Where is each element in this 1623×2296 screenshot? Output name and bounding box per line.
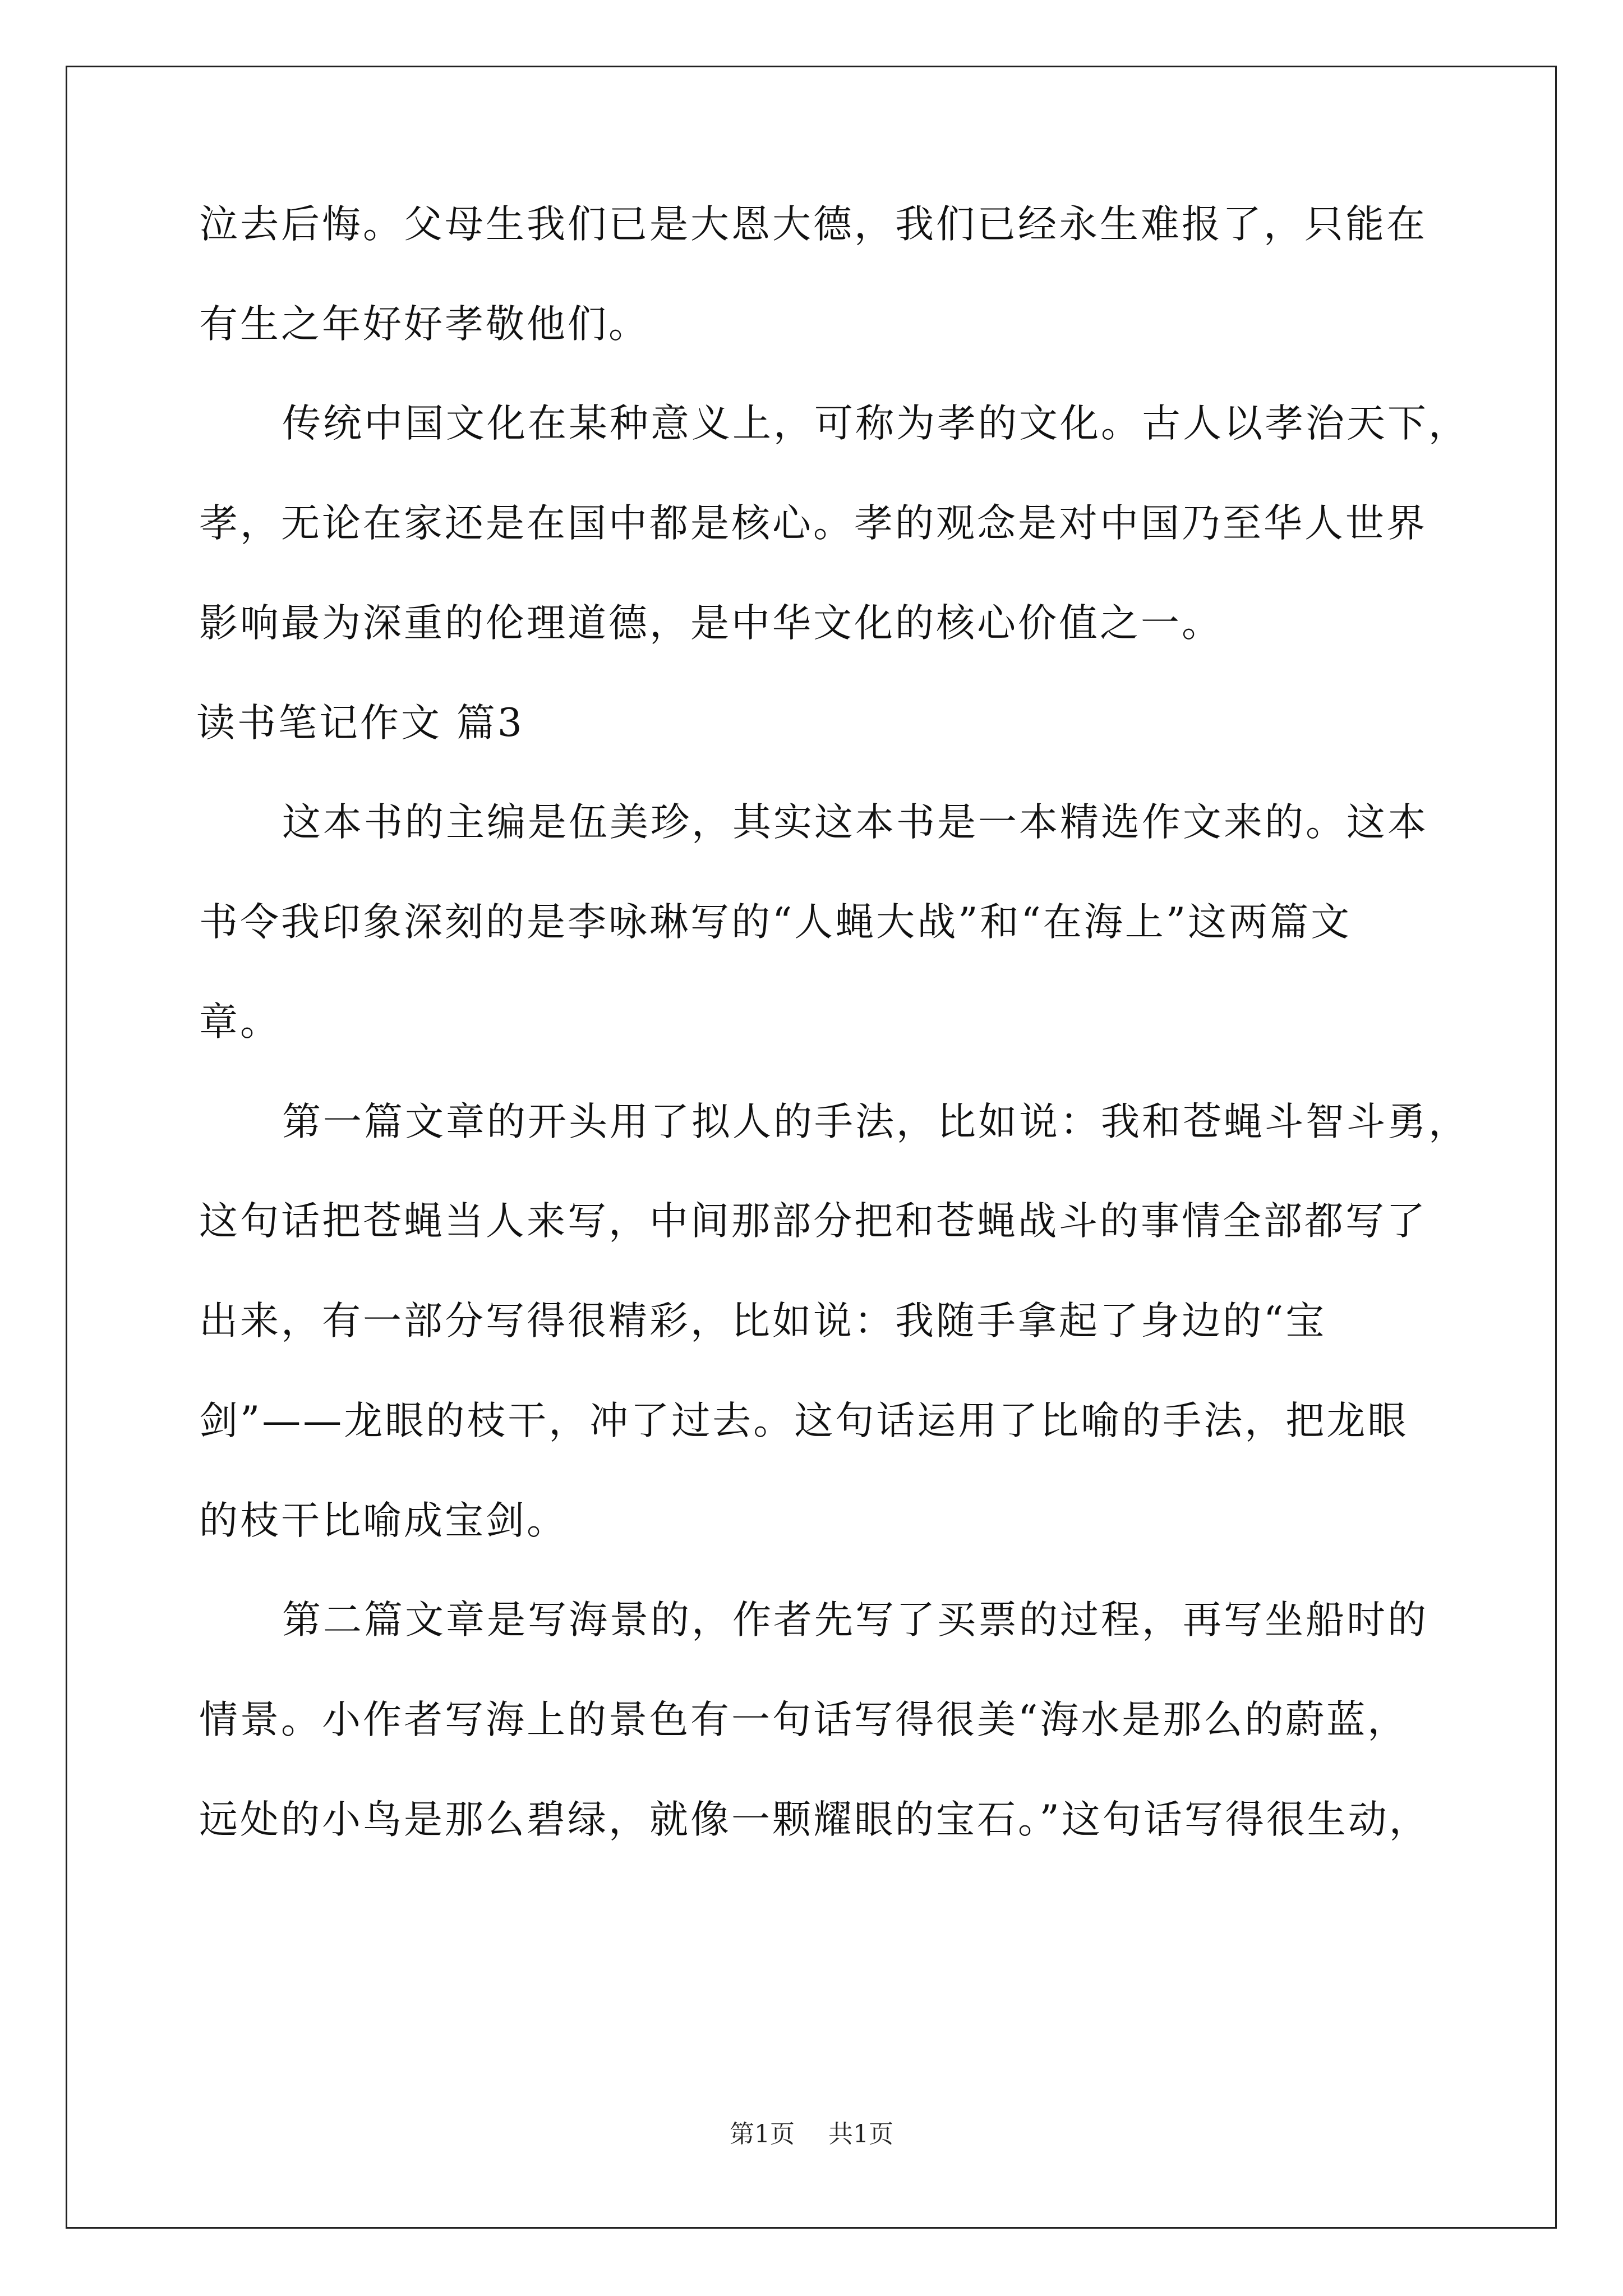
section-heading: 读书笔记作文 篇3 <box>196 701 524 746</box>
text-line: 情景。小作者写海上的景色有一句话写得很美“海水是那么的蔚蓝， <box>199 1697 1409 1742</box>
text-line: 有生之年好好孝敬他们。 <box>199 302 649 347</box>
text-line: 章。 <box>199 1000 281 1045</box>
text-line: 剑”——龙眼的枝干，冲了过去。这句话运用了比喻的手法，把龙眼 <box>199 1398 1409 1443</box>
text-line: 孝，无论在家还是在国中都是核心。孝的观念是对中国乃至华人世界 <box>199 501 1427 546</box>
text-line: 书令我印象深刻的是李咏琳写的“人蝇大战”和“在海上”这两篇文 <box>199 900 1352 945</box>
text-line: 泣去后悔。父母生我们已是大恩大德，我们已经永生难报了，只能在 <box>199 202 1427 247</box>
paragraph-start: 第二篇文章是写海景的，作者先写了买票的过程，再写坐船时的 <box>282 1598 1428 1642</box>
page-total: 共1页 <box>828 2120 893 2148</box>
text-line: 影响最为深重的伦理道德，是中华文化的核心价值之一。 <box>199 601 1223 646</box>
paragraph-start: 第一篇文章的开头用了拟人的手法，比如说：我和苍蝇斗智斗勇， <box>282 1099 1469 1144</box>
paragraph-start: 传统中国文化在某种意义上，可称为孝的文化。古人以孝治天下， <box>282 401 1469 446</box>
text-line: 这句话把苍蝇当人来写，中间那部分把和苍蝇战斗的事情全部都写了 <box>199 1199 1427 1244</box>
text-line: 远处的小鸟是那么碧绿，就像一颗耀眼的宝石。”这句话写得很生动， <box>199 1797 1430 1842</box>
page-footer <box>0 2118 1623 2151</box>
text-line: 的枝干比喻成宝剑。 <box>199 1498 568 1543</box>
page-border <box>66 66 1557 2229</box>
paragraph-start: 这本书的主编是伍美珍，其实这本书是一本精选作文来的。这本 <box>282 800 1428 845</box>
page-number: 第1页 <box>730 2120 795 2148</box>
text-line: 出来，有一部分写得很精彩，比如说：我随手拿起了身边的“宝 <box>199 1299 1327 1343</box>
